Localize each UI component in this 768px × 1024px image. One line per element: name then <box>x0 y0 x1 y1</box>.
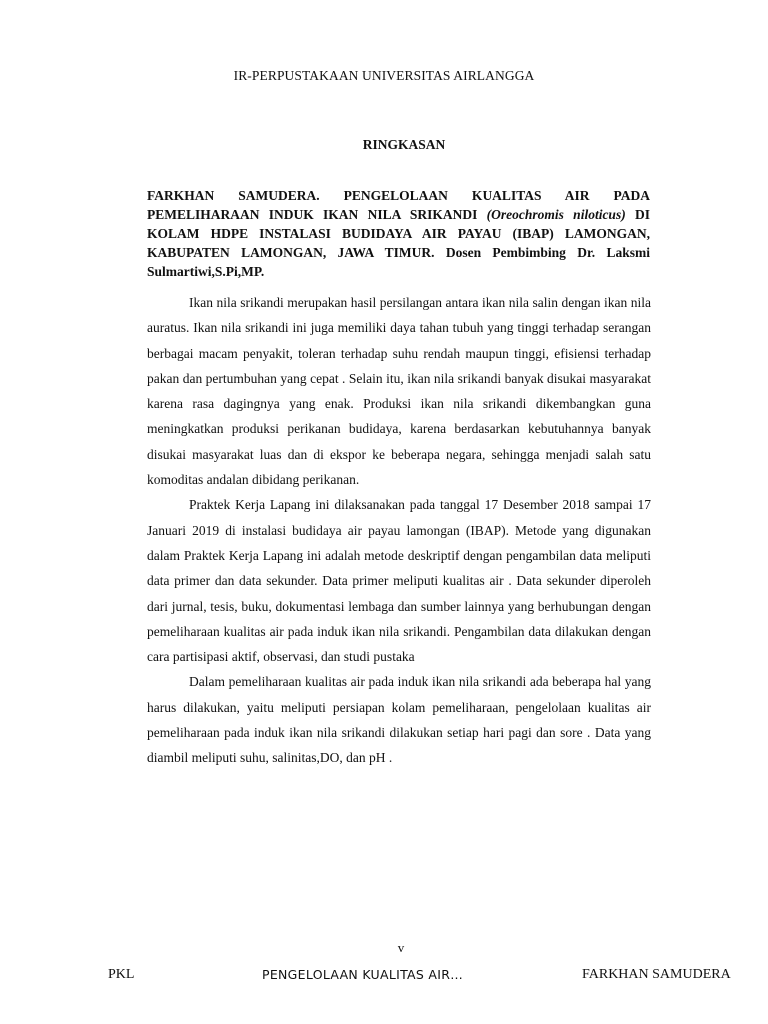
abstract-heading-part1: FARKHAN SAMUDERA. PENGELOLAAN KUALITAS AIR PADA PEMELIHARAAN INDUK IKAN NILA SRIKANDI <box>147 188 650 222</box>
footer-center: PENGELOLAAN KUALITAS AIR… <box>262 967 464 982</box>
page-footer <box>0 967 768 991</box>
paragraph: Ikan nila srikandi merupakan hasil persilangan antara ikan nila salin dengan ikan nila auratus. Ikan nila srikandi ini juga memiliki daya tahan tubuh yang tinggi terhadap serangan berbagai macam penyakit, toleran terhadap suhu rendah maupun tinggi, efisiensi terhadap pakan dan pertumbuhan yang cepat . Selain itu, ikan nila srikandi banyak disukai masyarakat karena rasa dagingnya yang enak. Produksi ikan nila srikandi dikembangkan guna meningkatkan produksi perikanan budidaya, karena berdasarkan kebutuhannya banyak disukai masyarakat luas dan di ekspor ke beberapa negara, sehingga menjadi salah satu komoditas andalan dibidang perikanan. <box>147 295 651 488</box>
abstract-body <box>147 290 651 771</box>
page-header: IR-PERPUSTAKAAN UNIVERSITAS AIRLANGGA <box>233 68 535 83</box>
scientific-name: (Oreochromis niloticus) <box>486 207 626 222</box>
paragraph: Praktek Kerja Lapang ini dilaksanakan pada tanggal 17 Desember 2018 sampai 17 Januari 2019 di instalasi budidaya air payau lamongan (IBAP). Metode yang digunakan dalam Praktek Kerja Lapang ini adalah metode deskriptif dengan pengambilan data meliputi data primer dan data sekunder. Data primer meliputi kualitas air . Data sekunder diperoleh dari jurnal, tesis, buku, dokumentasi lembaga dan sumber lainnya yang berhubungan dengan pemeliharaan kualitas air pada induk ikan nila srikandi. Pengambilan data dilakukan dengan cara partisipasi aktif, observasi, dan studi pustaka <box>147 497 651 665</box>
section-title: RINGKASAN <box>362 137 446 152</box>
abstract-heading-part2: DI KOLAM HDPE INSTALASI BUDIDAYA AIR PAYAU (IBAP) LAMONGAN, KABUPATEN LAMONGAN, JAWA TIMUR. Dosen Pembimbing Dr. Laksmi Sulmartiwi,S.Pi,MP. <box>147 207 650 279</box>
page-number: v <box>397 940 405 955</box>
footer-right: FARKHAN SAMUDERA <box>582 967 731 982</box>
footer-left: PKL <box>108 967 135 982</box>
paragraph: Dalam pemeliharaan kualitas air pada induk ikan nila srikandi ada beberapa hal yang harus dilakukan, yaitu meliputi persiapan kolam pemeliharaan, pengelolaan kualitas air pemeliharaan pada induk ikan nila srikandi dilakukan setiap hari pagi dan sore . Data yang diambil meliputi suhu, salinitas,DO, dan pH . <box>147 674 651 766</box>
abstract-heading <box>147 186 650 281</box>
